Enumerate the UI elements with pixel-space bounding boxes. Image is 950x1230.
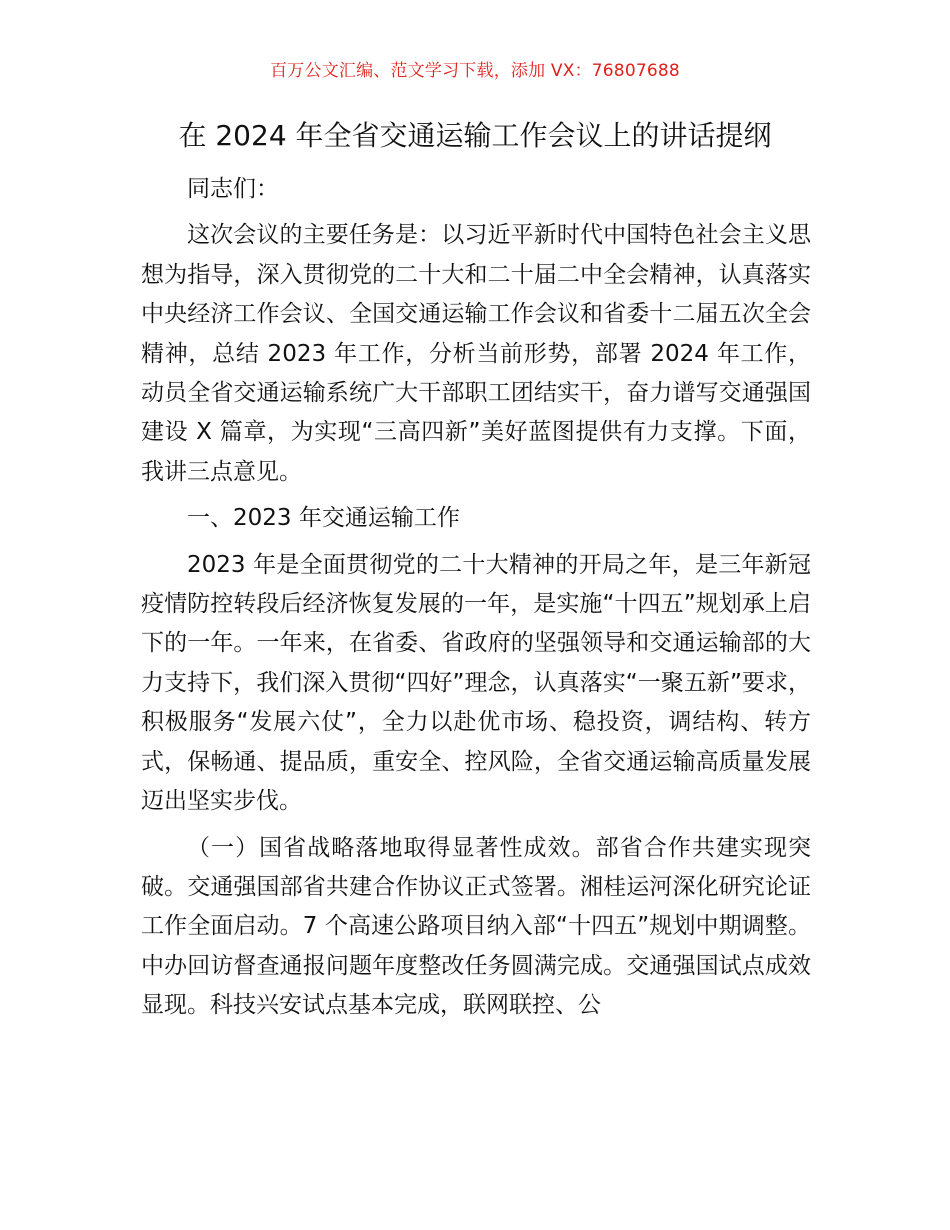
- watermark-text: 百万公文汇编、范文学习下载，添加 VX：76807688: [270, 61, 680, 81]
- section-heading: 一、2023 年交通运输工作: [187, 505, 460, 532]
- body-paragraph: 2023 年是全面贯彻党的二十大精神的开局之年，是三年新冠疫情防控转段后经济恢复发展的一年，是实施“十四五”规划承上启下的一年。一年来，在省委、省政府的坚强领导和交通运输部的大力支持下，我们深入贯彻“四好”理念，认真落实“一聚五新”要求，积极服务“发展六仗”，全力以赴优市场、稳投资，调结构、转方式，保畅通、提品质，重安全、控风险，全省交通运输高质量发展迈出坚实步伐。: [141, 551, 811, 815]
- intro-paragraph: 这次会议的主要任务是：以习近平新时代中国特色社会主义思想为指导，深入贯彻党的二十大和二十届二中全会精神，认真落实中央经济工作会议、全国交通运输工作会议和省委十二届五次全会精神，总结 2023 年工作，分析当前形势，部署 2024 年工作，动员全省交通运输系统广大干部职工团结实干，奋力谱写交通强国建设 X 篇章，为实现“三高四新”美好蓝图提供有力支撑。下面，我讲三点意见。: [141, 222, 811, 485]
- document-title: 在 2024 年全省交通运输工作会议上的讲话提纲: [178, 119, 772, 152]
- salutation-paragraph: 同志们：: [187, 176, 279, 202]
- document-body: [141, 170, 811, 1033]
- subsection-paragraph: （一）国省战略落地取得显著性成效。部省合作共建实现突破。交通强国部省共建合作协议正式签署。湘桂运河深化研究论证工作全面启动。7 个高速公路项目纳入部“十四五”规划中期调整。中办回访督查通报问题年度整改任务圆满完成。交通强国试点成效显现。科技兴安试点基本完成，联网联控、公: [141, 834, 811, 1019]
